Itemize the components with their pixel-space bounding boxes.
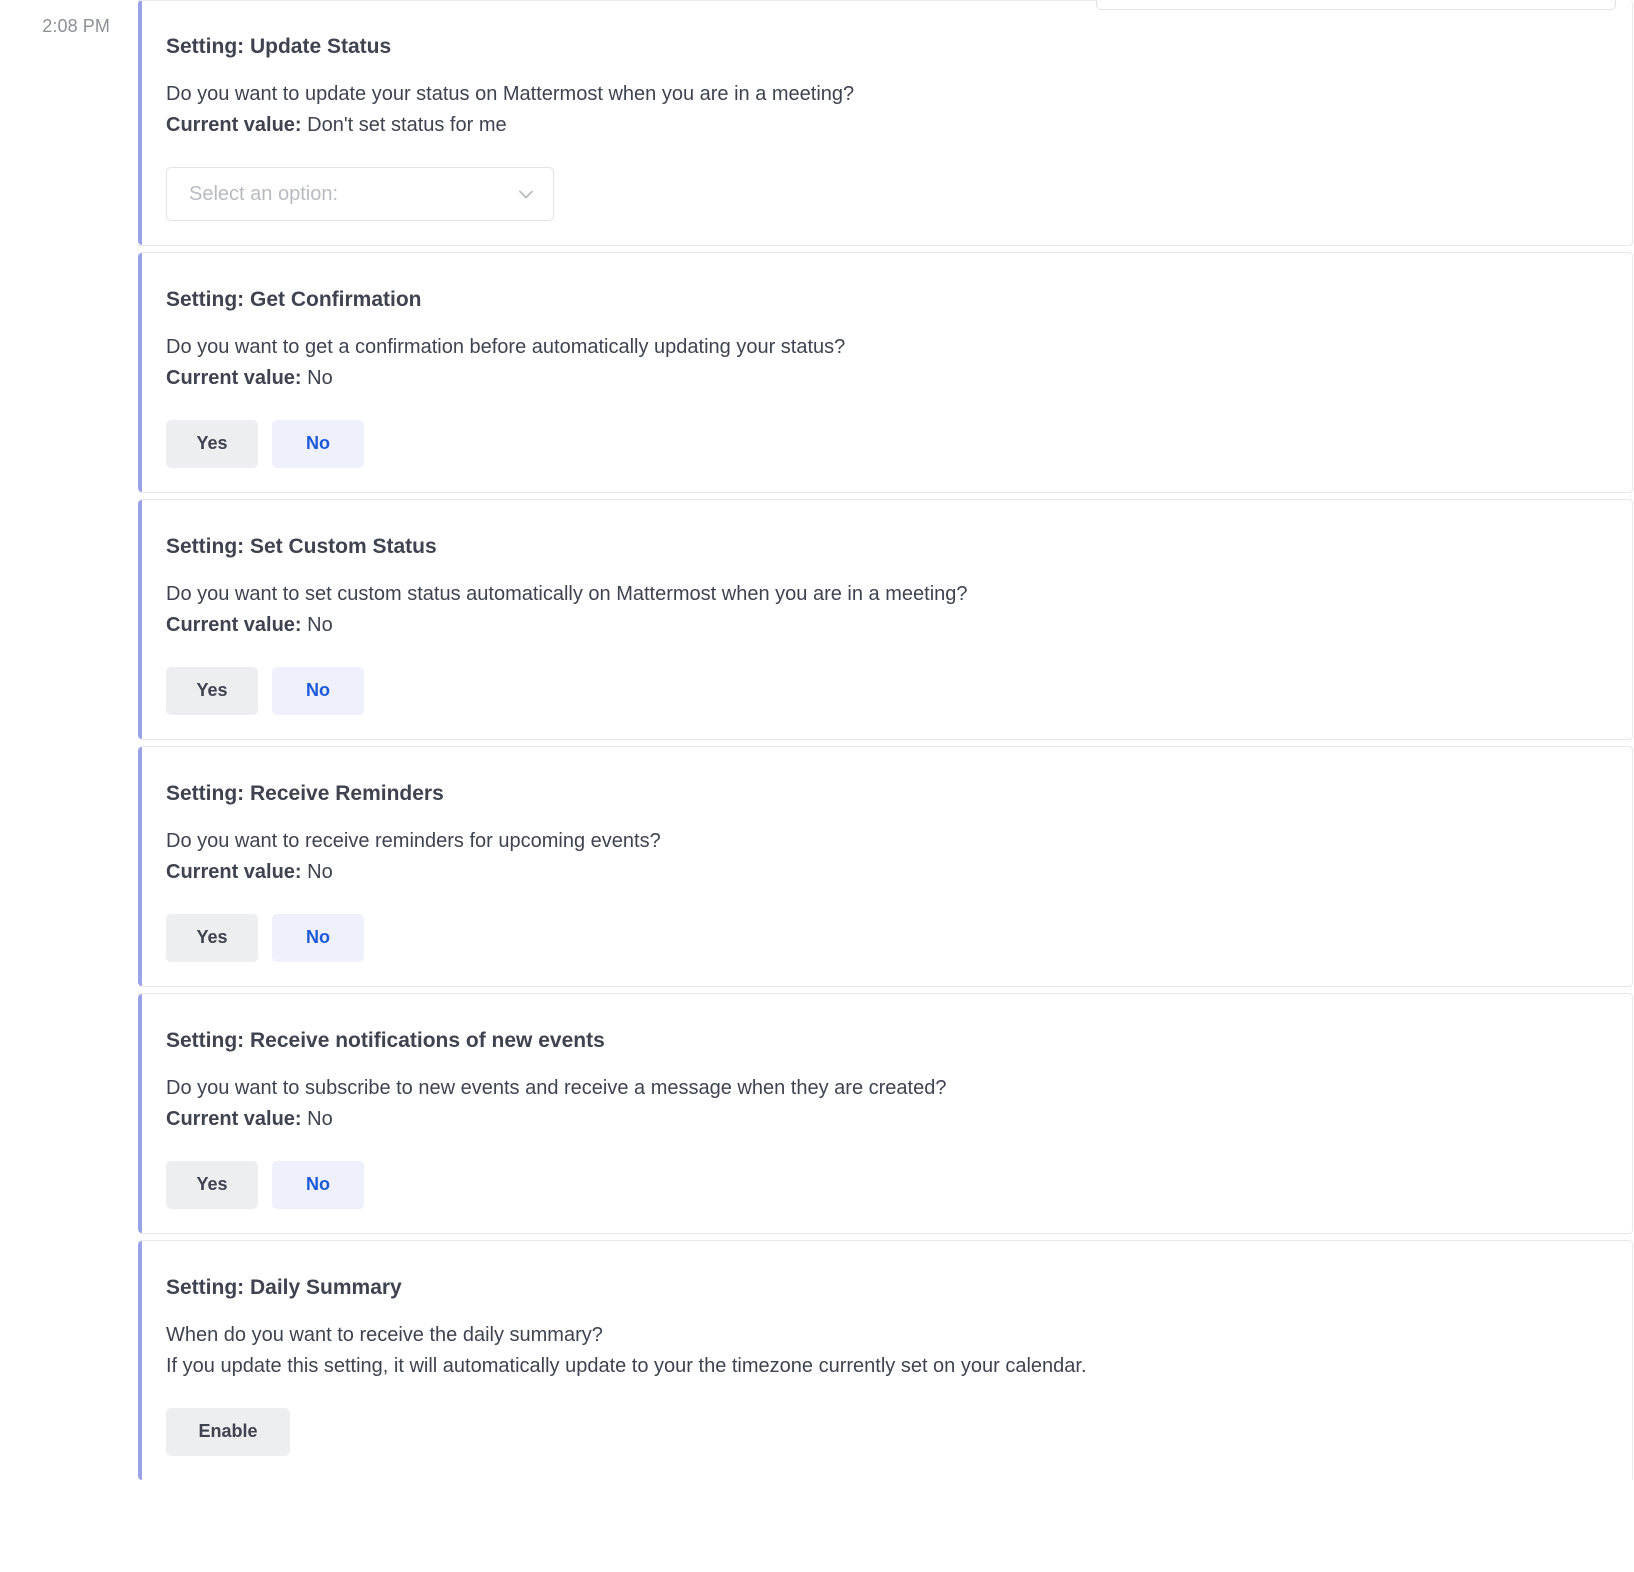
setting-card-get-confirmation [138,252,1633,493]
current-value-label: Current value: [166,114,302,137]
update-status-select-placeholder: Select an option: [189,182,338,205]
setting-title: Setting: Get Confirmation [166,288,422,312]
current-value: No [307,614,333,637]
current-value: Don't set status for me [307,114,507,137]
set-custom-status-no-button[interactable]: No [272,667,364,715]
setting-card-daily-summary [138,1240,1633,1480]
message-gutter [0,0,138,1572]
setting-current-value-line [166,857,1608,888]
setting-question: Do you want to subscribe to new events and receive a message when they are created? [166,1077,947,1100]
current-value: No [307,861,333,884]
setting-actions [166,420,1608,468]
setting-card-new-event-notifications [138,993,1633,1234]
current-value-label: Current value: [166,614,302,637]
search-box-stub[interactable] [1096,0,1616,10]
setting-title: Setting: Set Custom Status [166,535,437,559]
current-value: No [307,1108,333,1131]
setting-current-value-line [166,110,1608,141]
set-custom-status-yes-button[interactable]: Yes [166,667,258,715]
setting-title: Setting: Receive Reminders [166,782,444,806]
setting-question: Do you want to set custom status automatically on Mattermost when you are in a meeting? [166,583,968,606]
current-value-label: Current value: [166,861,302,884]
setting-title: Setting: Daily Summary [166,1276,402,1300]
current-value-label: Current value: [166,367,302,390]
setting-actions [166,1408,1608,1456]
get-confirmation-no-button[interactable]: No [272,420,364,468]
setting-current-value-line [166,610,1608,641]
new-event-notifications-no-button[interactable]: No [272,1161,364,1209]
setting-card-receive-reminders [138,746,1633,987]
current-value: No [307,367,333,390]
receive-reminders-no-button[interactable]: No [272,914,364,962]
card-top-divider [138,0,1258,1]
receive-reminders-yes-button[interactable]: Yes [166,914,258,962]
current-value-label: Current value: [166,1108,302,1131]
message-timestamp: 2:08 PM [42,16,110,36]
setting-title: Setting: Update Status [166,35,392,58]
daily-summary-enable-button[interactable]: Enable [166,1408,290,1456]
get-confirmation-yes-button[interactable]: Yes [166,420,258,468]
setting-question: Do you want to receive reminders for upcoming events? [166,830,661,853]
settings-cards-column [138,0,1634,1572]
setting-actions [166,1161,1608,1209]
chevron-down-icon [515,183,537,205]
setting-question: Do you want to get a confirmation before automatically updating your status? [166,336,846,359]
setting-card-update-status [138,0,1633,246]
setting-actions [166,914,1608,962]
update-status-select[interactable] [166,167,554,221]
setting-question: When do you want to receive the daily summary? [166,1324,603,1347]
setting-card-set-custom-status [138,499,1633,740]
setting-question-line2: If you update this setting, it will automatically update to your the timezone currently set on your calendar. [166,1355,1087,1378]
setting-actions [166,667,1608,715]
new-event-notifications-yes-button[interactable]: Yes [166,1161,258,1209]
setting-question: Do you want to update your status on Mattermost when you are in a meeting? [166,83,855,106]
setting-title: Setting: Receive notifications of new events [166,1029,605,1053]
setting-current-value-line [166,1104,1608,1135]
setting-current-value-line [166,363,1608,394]
